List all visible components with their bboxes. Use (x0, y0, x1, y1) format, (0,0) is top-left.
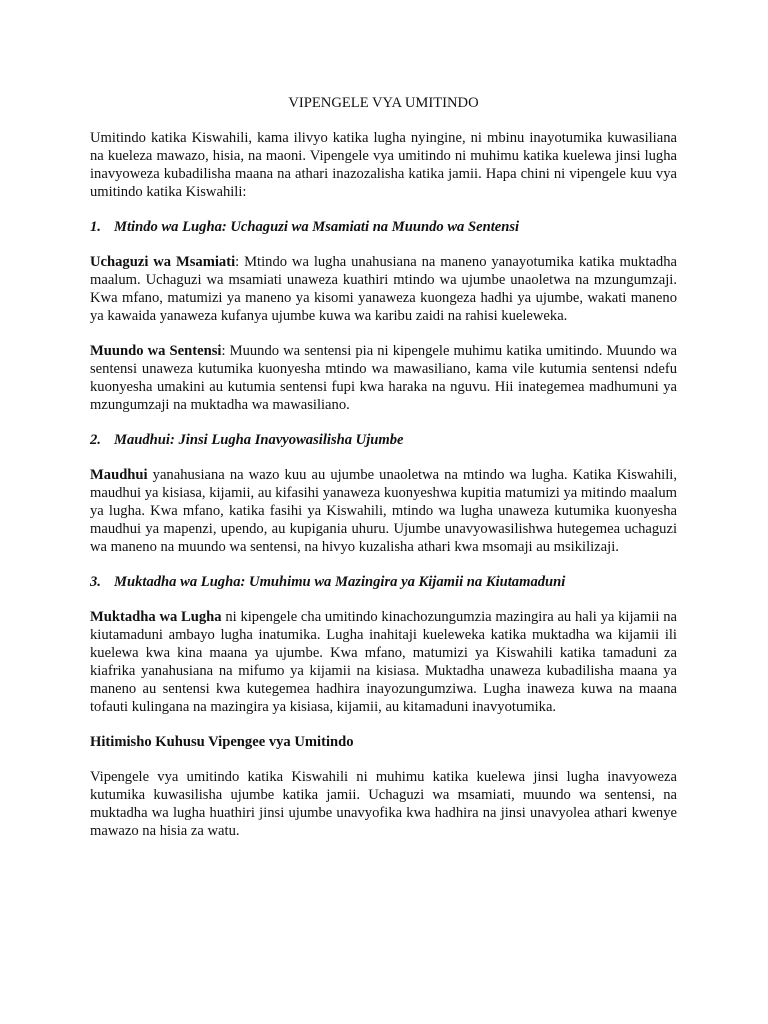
section-heading-text: Maudhui: Jinsi Lugha Inavyowasilisha Ujumbe (114, 432, 404, 448)
section-number: 1. (90, 219, 101, 235)
section-paragraph (90, 342, 677, 414)
section-paragraph (90, 608, 677, 716)
section-number: 3. (90, 574, 101, 590)
conclusion-heading: Hitimisho Kuhusu Vipengee vya Umitindo (90, 734, 354, 750)
section-heading (90, 431, 677, 449)
document-title: VIPENGELE VYA UMITINDO (288, 95, 479, 111)
paragraph-text: ni kipengele cha umitindo kinachozungumzia mazingira au hali ya kijamii na kiutamaduni ambayo lugha inatumika. Lugha inahitaji kueleweka katika muktadha wa kijamii ili kuelewa kwa kina maana ya ujumbe. Kwa mfano, matumizi ya Kiswahili katika tamaduni za kiafrika yanahusiana na mifumo ya kijamii na kisiasa. Muktadha unaweza kubadilisha maana ya maneno au sentensi kwa kutegemea hadhira inayozungumziwa. Lugha inaweza kuwa na maana tofauti kulingana na mazingira ya kisiasa, kijamii, au kitamaduni inavyotumika. (90, 609, 677, 715)
paragraph-lead-term: Muktadha wa Lugha (90, 609, 222, 625)
paragraph-text: : Mtindo wa lugha unahusiana na maneno yanayotumika katika muktadha maalum. Uchaguzi wa msamiati unaweza kuathiri mtindo wa ujumbe unaoletwa na mzungumzaji. Kwa mfano, matumizi ya maneno ya kisomi yanaweza kuongeza hadhi ya ujumbe, wakati maneno ya kawaida yanaweza kufanya ujumbe kuwa wa karibu zaidi na rahisi kueleweka. (90, 254, 677, 324)
section-heading-text: Mtindo wa Lugha: Uchaguzi wa Msamiati na Muundo wa Sentensi (114, 219, 520, 235)
paragraph-text: : Muundo wa sentensi pia ni kipengele muhimu katika umitindo. Muundo wa sentensi unaweza kutumika kuonyesha mtindo wa mawasiliano, kama vile kutumia sentensi ndefu kuonyesha umakini au kutumia sentensi fupi kwa haraka na nguvu. Hii inategemea madhumuni ya mzungumzaji na muktadha wa mawasiliano. (90, 343, 677, 413)
document-body (90, 94, 677, 857)
paragraph-text: yanahusiana na wazo kuu au ujumbe unaoletwa na mtindo wa lugha. Katika Kiswahili, maudhui ya kisiasa, kijamii, au kifasihi yanaweza kuonyeshwa kupitia matumizi ya mitindo maalum ya lugha. Kwa mfano, katika fasihi ya Kiswahili, mtindo wa lugha unaweza kutumika kuonyesha maudhui ya mapenzi, upendo, au kupigania uhuru. Ujumbe unavyowasilishwa hutegemea uchaguzi wa maneno na muundo wa sentensi, na hivyo kuzalisha athari kwa msomaji au msikilizaji. (90, 467, 677, 555)
section-paragraph (90, 466, 677, 556)
intro-paragraph: Umitindo katika Kiswahili, kama ilivyo katika lugha nyingine, ni mbinu inayotumika kuwasiliana na kueleza mawazo, hisia, na maoni. Vipengele vya umitindo ni muhimu katika kuelewa jinsi lugha inavyoweza kubadilisha maana na athari inazozalisha katika jamii. Hapa chini ni vipengele kuu vya umitindo katika Kiswahili: (90, 130, 677, 200)
section-heading (90, 218, 677, 236)
paragraph-lead-term: Muundo wa Sentensi (90, 343, 222, 359)
conclusion-paragraph: Vipengele vya umitindo katika Kiswahili ni muhimu katika kuelewa jinsi lugha inavyoweza kutumika kuwasilisha ujumbe katika jamii. Uchaguzi wa msamiati, muundo wa sentensi, na muktadha wa lugha huathiri jinsi ujumbe unavyofika kwa hadhira na jinsi unavyolea athari kwenye mawazo na hisia za watu. (90, 769, 677, 839)
section-number: 2. (90, 432, 101, 448)
section-heading (90, 573, 677, 591)
paragraph-lead-term: Uchaguzi wa Msamiati (90, 254, 236, 270)
paragraph-lead-term: Maudhui (90, 467, 148, 483)
section-paragraph (90, 253, 677, 325)
section-heading-text: Muktadha wa Lugha: Umuhimu wa Mazingira ya Kijamii na Kiutamaduni (114, 574, 566, 590)
